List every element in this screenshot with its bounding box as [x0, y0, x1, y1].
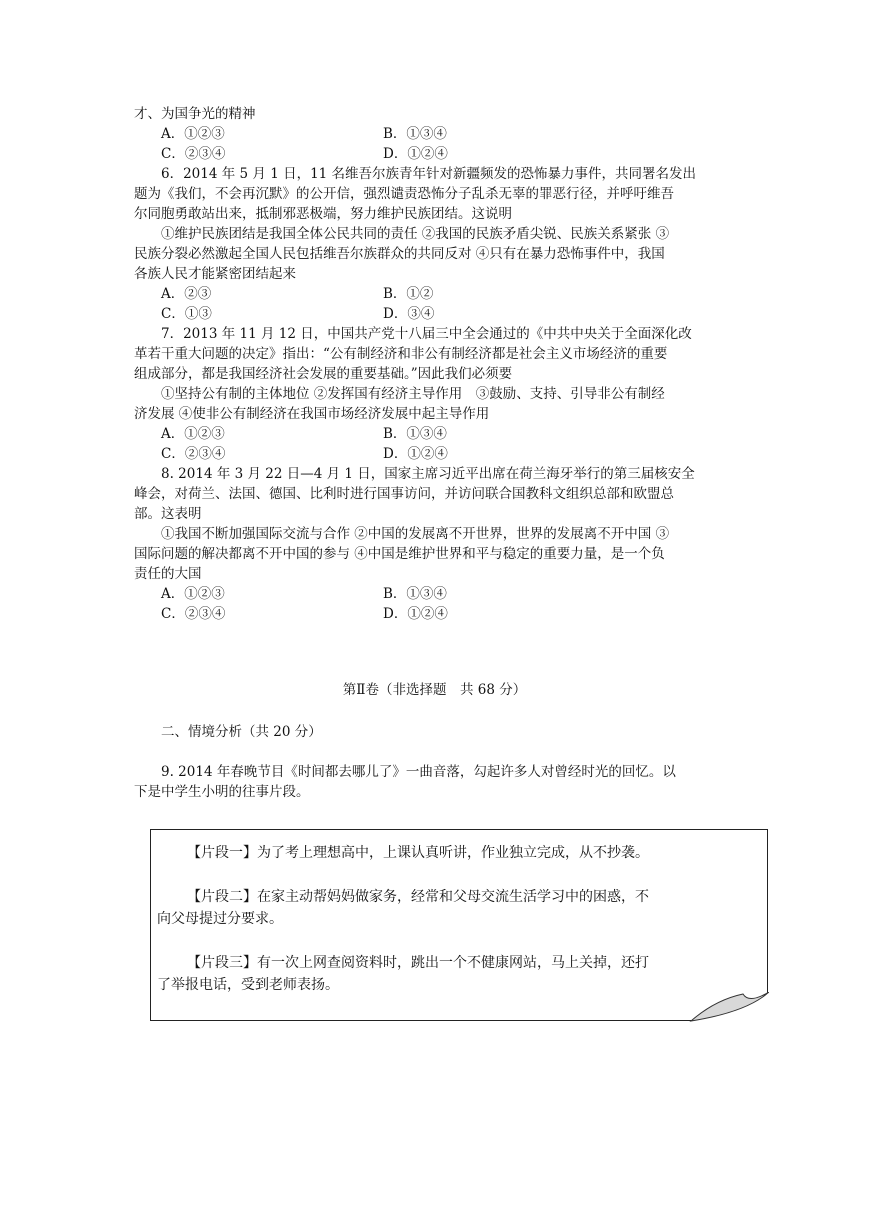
segment-2-text-cont: 向父母提过分要求。: [157, 911, 283, 927]
question-9-stem-line: 9. 2014 年春晚节目《时间都去哪儿了》一曲音落，勾起许多人对曾经时光的回忆。以: [161, 764, 676, 780]
option-a: A．①②③: [161, 126, 225, 142]
option-a: A．①②③: [161, 426, 225, 442]
option-d: D．①②④: [383, 606, 448, 622]
question-6-options-row-2: [134, 304, 738, 324]
question-8-statement-line: 责任的大国: [134, 566, 202, 582]
question-7-statement-line: ①坚持公有制的主体地位 ②发挥国有经济主导作用 ③鼓励、支持、引导非公有制经: [161, 386, 665, 402]
segment-1-text: 【片段一】为了考上理想高中，上课认真听讲，作业独立完成，从不抄袭。: [187, 845, 649, 861]
question-8-stem-line: 8. 2014 年 3 月 22 日—4 月 1 日，国家主席习近平出席在荷兰海牙举行的第三届核安全: [161, 466, 695, 482]
question-7-options-row-1: [134, 424, 738, 444]
option-b: B．①②: [383, 286, 434, 302]
question-7-options-row-2: [134, 444, 738, 464]
option-d: D．③④: [383, 306, 435, 322]
part-2-title: 第Ⅱ卷（非选择题 共 68 分）: [342, 682, 527, 698]
question-8-options-row-2: [134, 604, 738, 624]
option-b: B．①③④: [383, 586, 447, 602]
option-c: C．②③④: [161, 446, 226, 462]
segment-2-text: 【片段二】在家主动帮妈妈做家务，经常和父母交流生活学习中的困惑，不: [187, 889, 649, 905]
option-c: C．①③: [161, 306, 212, 322]
question-5-options-row-2: [134, 144, 738, 164]
question-7: [134, 324, 738, 464]
section-2-heading: 二、情境分析（共 20 分）: [161, 724, 322, 740]
option-c: C．②③④: [161, 146, 226, 162]
question-9: [134, 762, 738, 802]
question-6-stem-line: 6．2014 年 5 月 1 日，11 名维吾尔族青年针对新疆频发的恐怖暴力事件，共同署名发出: [161, 166, 697, 182]
question-5-text: 才、为国争光的精神: [134, 106, 256, 122]
page-curl-icon: [689, 992, 769, 1022]
question-7-stem-line: 组成部分，都是我国经济社会发展的重要基础。”因此我们必须要: [134, 366, 513, 382]
question-7-stem-line: 革若干重大问题的决定》指出：“公有制经济和非公有制经济都是社会主义市场经济的重要: [134, 346, 668, 362]
question-7-stem-line: 7．2013 年 11 月 12 日，中国共产党十八届三中全会通过的《中共中央关于全面深化改: [161, 326, 692, 342]
option-b: B．①③④: [383, 426, 447, 442]
option-c: C．②③④: [161, 606, 226, 622]
segment-3-text: 【片段三】有一次上网查阅资料时，跳出一个不健康网站，马上关掉，还打: [187, 955, 649, 971]
scenario-box: [150, 829, 768, 1021]
segment-3-text-cont: 了举报电话，受到老师表扬。: [157, 977, 339, 993]
question-6-statement-line: ①维护民族团结是我国全体公民共同的责任 ②我国的民族矛盾尖锐、民族关系紧张 ③: [161, 226, 670, 242]
option-d: D．①②④: [383, 146, 448, 162]
question-5-options-row-1: [134, 124, 738, 144]
question-8-stem-line: 部。这表明: [134, 506, 202, 522]
question-7-statement-line: 济发展 ④使非公有制经济在我国市场经济发展中起主导作用: [134, 406, 490, 422]
question-6-stem-line: 题为《我们，不会再沉默》的公开信，强烈谴责恐怖分子乱杀无辜的罪恶行径，并呼吁维吾: [134, 186, 674, 202]
option-a: A．②③: [161, 286, 212, 302]
question-8-stem-line: 峰会，对荷兰、法国、德国、比利时进行国事访问，并访问联合国教科文组织总部和欧盟总: [134, 486, 674, 502]
question-8-options-row-1: [134, 584, 738, 604]
question-6-stem-line: 尔同胞勇敢站出来，抵制邪恶极端，努力维护民族团结。这说明: [134, 206, 512, 222]
question-9-stem-line: 下是中学生小明的往事片段。: [134, 784, 310, 800]
question-6: [134, 164, 738, 324]
question-8: [134, 464, 738, 624]
question-6-statement-line: 各族人民才能紧密团结起来: [134, 266, 296, 282]
section-2: [134, 722, 738, 742]
option-d: D．①②④: [383, 446, 448, 462]
question-8-statement-line: 国际问题的解决都离不开中国的参与 ④中国是维护世界和平与稳定的重要力量，是一个负: [134, 546, 665, 562]
question-8-statement-line: ①我国不断加强国际交流与合作 ②中国的发展离不开世界，世界的发展离不开中国 ③: [161, 526, 670, 542]
option-a: A．①②③: [161, 586, 225, 602]
option-b: B．①③④: [383, 126, 447, 142]
question-6-options-row-1: [134, 284, 738, 304]
question-6-statement-line: 民族分裂必然激起全国人民包括维吾尔族群众的共同反对 ④只有在暴力恐怖事件中，我国: [134, 246, 665, 262]
question-5-tail: [134, 104, 738, 164]
